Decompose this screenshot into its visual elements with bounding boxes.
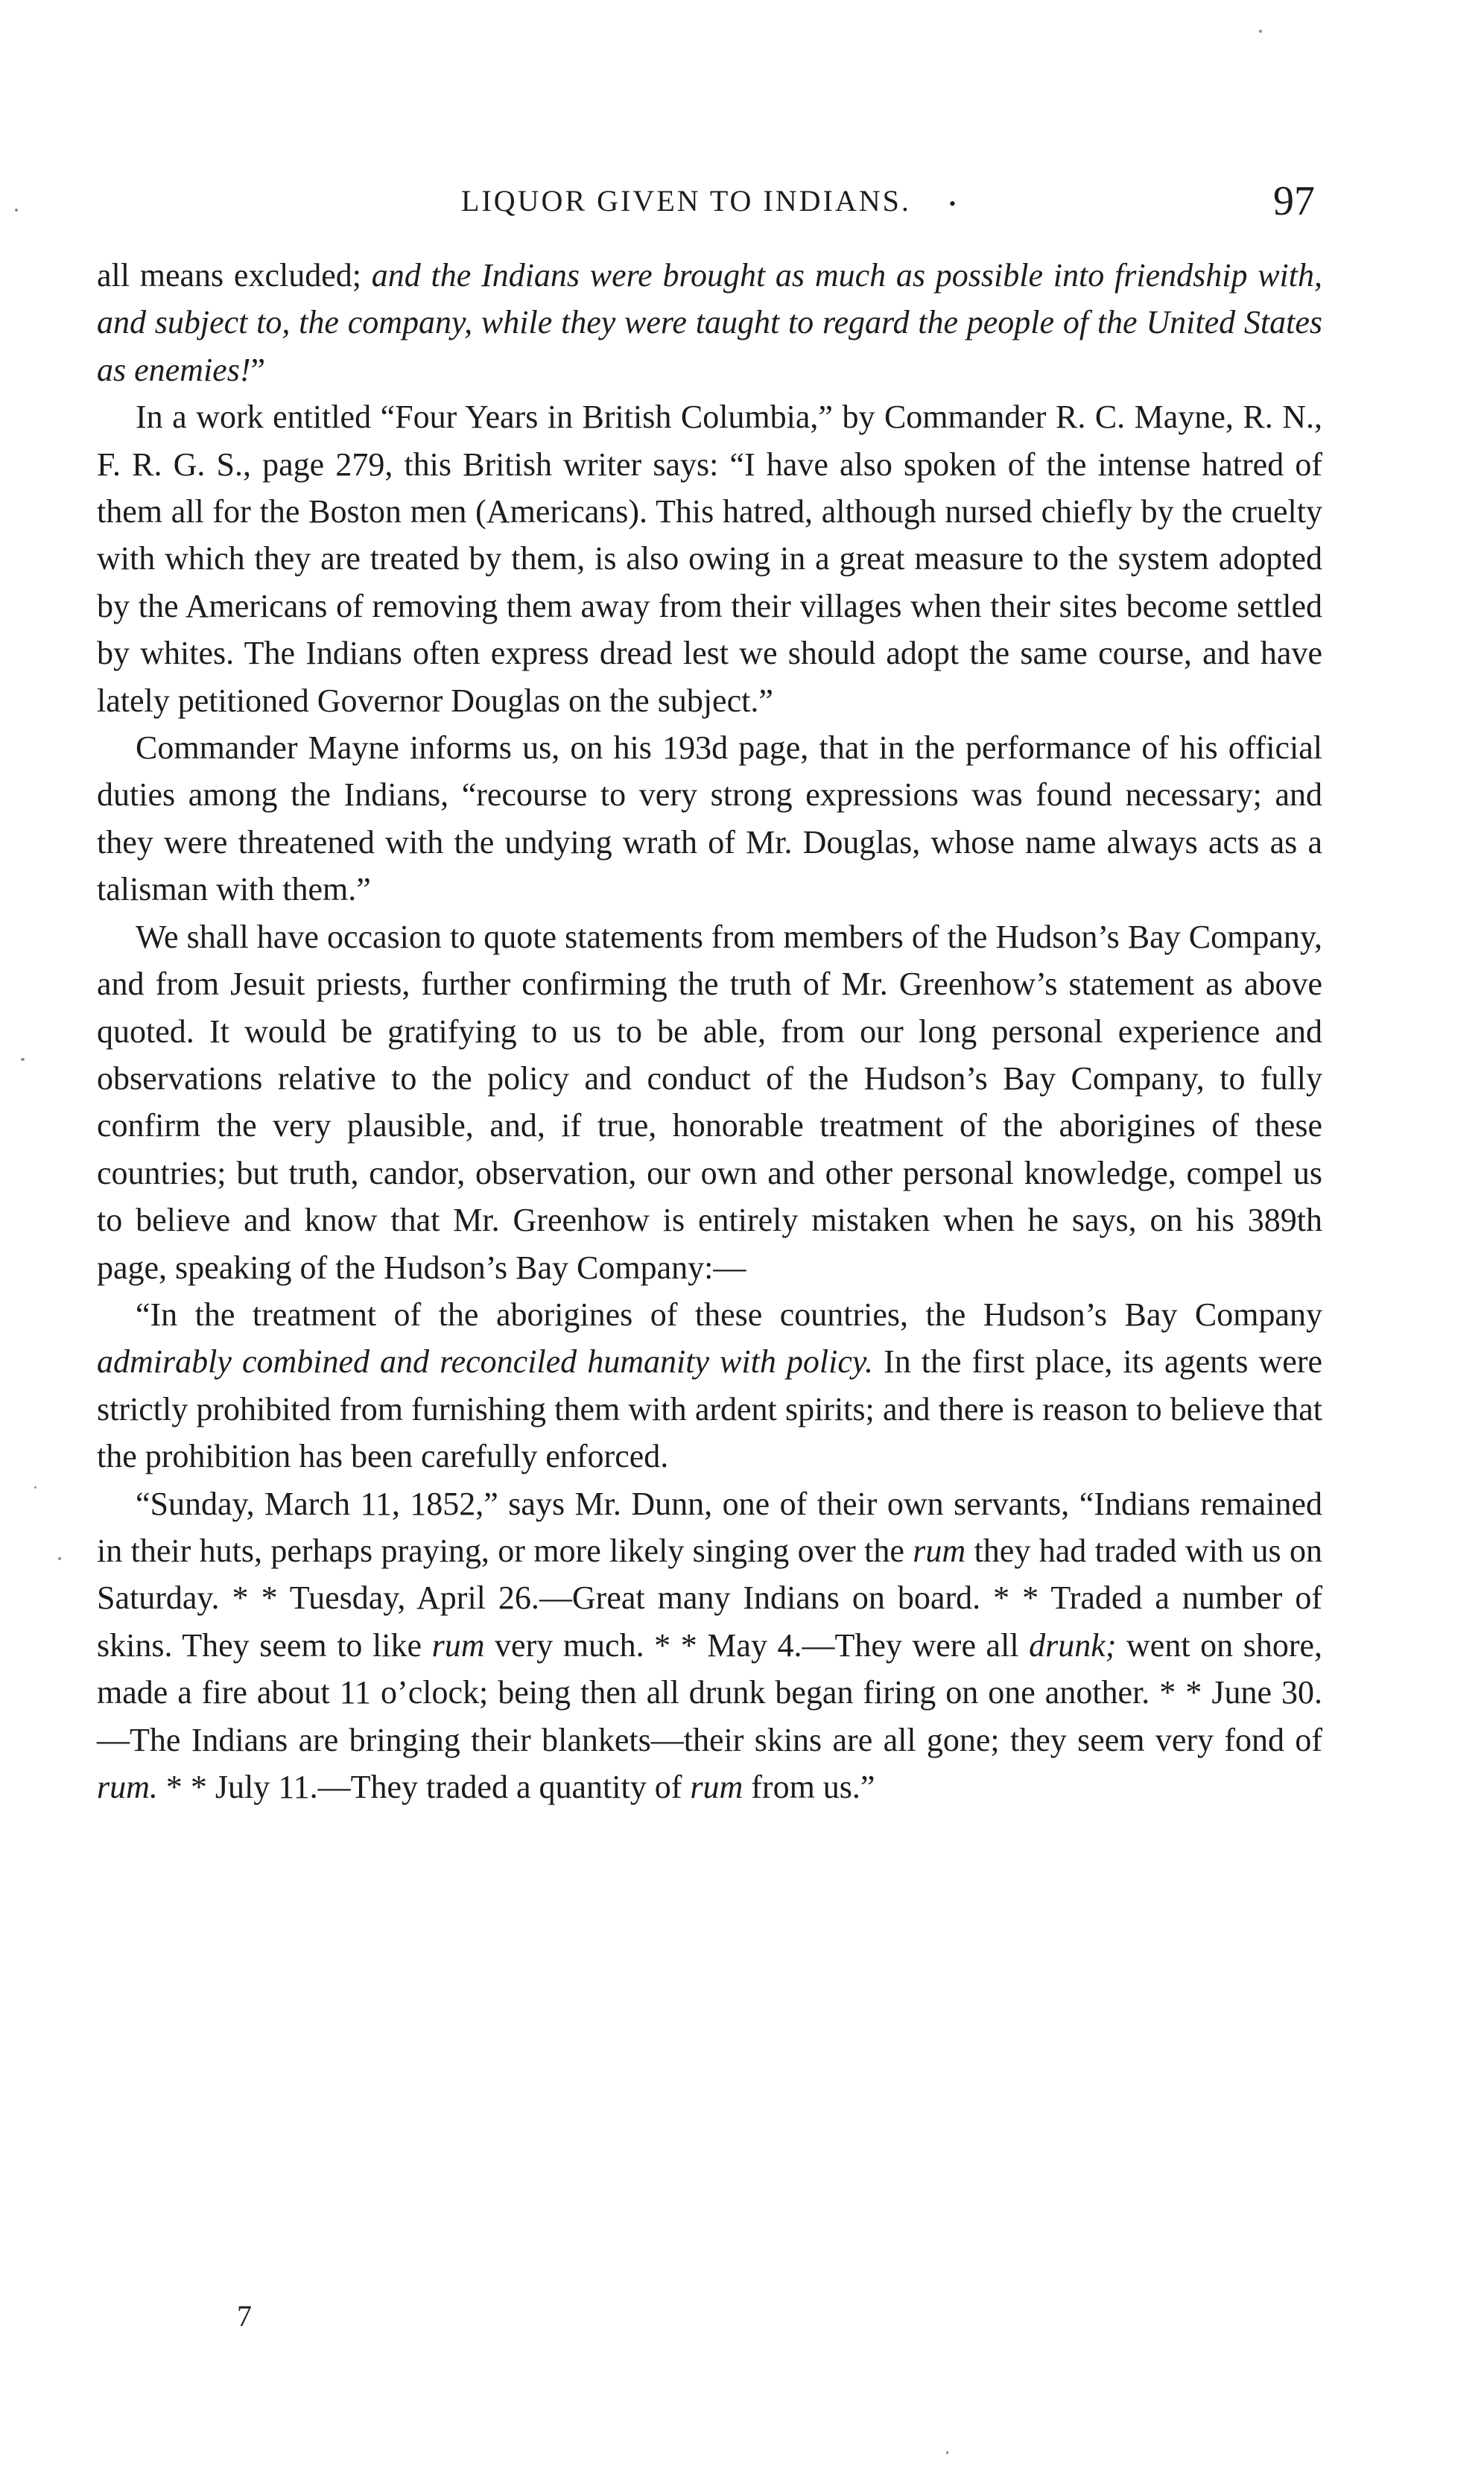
text-run: ” xyxy=(250,351,266,388)
text-run: Commander Mayne informs us, on his 193d page, that in the performance of his official duties among the Indians, “recourse to very strong expressions was found necessary; and they were threatened with the undying wrath of Mr. Douglas, whose name always acts as a talisman with them.” xyxy=(97,729,1322,908)
scan-speck xyxy=(1259,30,1262,33)
text-run: We shall have occasion to quote statements from members of the Hudson’s Bay Company, and from Jesuit priests, further confirming the truth of Mr. Greenhow’s statement as above quoted. It would be gratifying to us to be able, from our long personal experience and observations relative to the policy and conduct of the Hudson’s Bay Company, to fully confirm the very plausible, and, if true, honorable treatment of the aborigines of these countries; but truth, candor, observation, our own and other personal knowledge, compel us to believe and know that Mr. Greenhow is entirely mistaken when he says, on his 389th page, speaking of the Hudson’s Bay Company:— xyxy=(97,918,1322,1286)
paragraph xyxy=(97,252,1322,393)
running-head-title: LIQUOR GIVEN TO INDIANS. xyxy=(461,184,911,218)
italic-text: rum xyxy=(690,1769,743,1805)
italic-text: admirably combined and reconciled humanity with policy. xyxy=(97,1343,873,1381)
text-run: they had traded with us on Saturday. * * Tuesday, April 26.—Great many Indians on board. * * Traded a number of skins. They seem to like xyxy=(97,1532,1322,1664)
scan-speck xyxy=(15,209,18,212)
body-text xyxy=(97,252,1322,1810)
paragraph xyxy=(97,393,1322,724)
paragraph xyxy=(97,1291,1322,1480)
paragraph xyxy=(97,724,1322,913)
italic-text: rum. xyxy=(97,1769,158,1805)
signature-mark: 7 xyxy=(237,2299,252,2333)
italic-text: rum xyxy=(431,1626,485,1664)
italic-text: rum xyxy=(913,1532,966,1569)
page-header xyxy=(97,177,1322,237)
page-number: 97 xyxy=(1273,178,1315,224)
text-run: “In the treatment of the aborigines of these countries, the Hudson’s Bay Company xyxy=(136,1296,1322,1333)
scan-speck xyxy=(946,2451,948,2454)
text-run: In the first place, its agents were strictly prohibited from furnishing them with ardent spirits; and there is reason to believe that the prohibition has been carefully enforced. xyxy=(97,1343,1322,1475)
text-run: In a work entitled “Four Years in British Columbia,” by Commander R. C. Mayne, R. N., F. R. G. S., page 279, this British writer says: “I have also spoken of the intense hatred of them all for the Boston men (Americans). This hatred, although nursed chiefly by the cruelty with which they are treated by them, is also owing in a great measure to the system adopted by the Americans of removing them away from their villages when their sites become settled by whites. The Indians often express dread lest we should adopt the same course, and have lately petitioned Governor Douglas on the subject.” xyxy=(97,399,1322,719)
text-run: from us.” xyxy=(743,1769,875,1805)
text-run: “Sunday, March 11, 1852,” says Mr. Dunn, one of their own servants, “Indians remained in their huts, perhaps praying, or more likely singing over the xyxy=(97,1485,1322,1569)
text-run: * * July 11.—They traded a quantity of xyxy=(157,1769,691,1805)
text-run: all means excluded; xyxy=(97,257,372,294)
header-separator: • xyxy=(948,192,958,215)
paragraph xyxy=(97,1480,1322,1811)
italic-text: drunk; xyxy=(1029,1626,1117,1664)
italic-text: and the Indians were brought as much as possible into friendship with, and subject to, the company, while they were taught to regard the people of the United States as enemies! xyxy=(97,257,1323,388)
scan-speck xyxy=(34,1486,37,1489)
paragraph xyxy=(97,913,1322,1291)
text-run: very much. * * May 4.—They were all xyxy=(484,1626,1030,1664)
running-head xyxy=(97,183,1322,218)
scan-speck xyxy=(21,1058,25,1061)
text-run: went on shore, made a fire about 11 o’clock; being then all drunk began firing on one another. * * June 30.—The Indians are bringing their blankets—their skins are all gone; they seem very fond of xyxy=(97,1626,1322,1758)
scan-speck xyxy=(58,1557,61,1560)
